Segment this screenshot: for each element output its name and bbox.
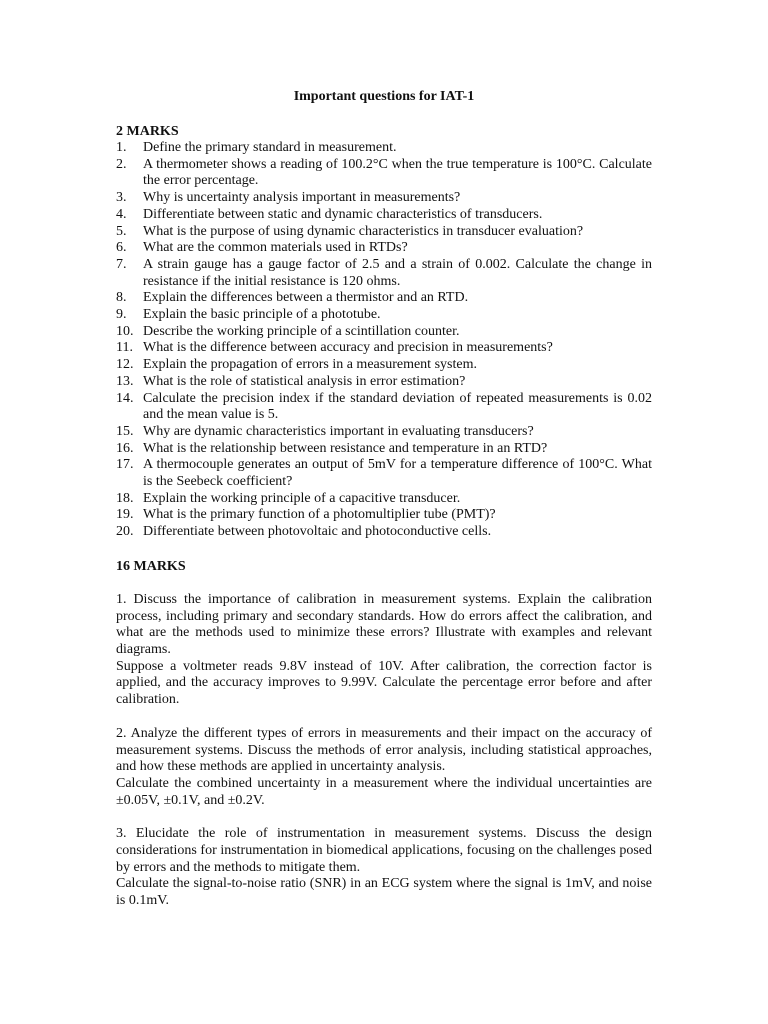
question-text: Explain the working principle of a capacitive transducer. [143,490,461,506]
question-text: Why is uncertainty analysis important in measurements? [143,190,461,206]
question-number: 19. [116,507,134,523]
two-marks-question [116,457,652,490]
question-text: Explain the differences between a thermistor and an RTD. [143,290,469,306]
question-number: 2. [116,156,127,172]
two-marks-question [116,424,652,441]
sixteen-marks-question [116,726,652,810]
question-text: A strain gauge has a gauge factor of 2.5 and a strain of 0.002. Calculate the change in resistance if the initial resistance is 120 ohms. [143,256,652,289]
two-marks-question [116,290,652,307]
numerical-problem-paragraph: Calculate the signal-to-noise ratio (SNR) in an ECG system where the signal is 1mV, and noise is 0.1mV. [116,876,652,909]
question-text: Explain the basic principle of a phototube. [143,307,381,323]
question-text: A thermocouple generates an output of 5mV for a temperature difference of 100°C. What is the Seebeck coefficient? [143,457,652,490]
section-heading-2-marks: 2 MARKS [116,124,179,139]
question-spacer [116,709,652,726]
two-marks-question [116,507,652,524]
question-text: Differentiate between static and dynamic characteristics of transducers. [143,206,543,222]
question-number: 3. [116,190,127,206]
two-marks-question-list [116,140,652,541]
two-marks-question [116,140,652,157]
question-text: A thermometer shows a reading of 100.2°C when the true temperature is 100°C. Calculate the error percentage. [143,156,652,189]
question-text: What is the relationship between resistance and temperature in an RTD? [143,440,548,456]
numerical-problem-paragraph: Suppose a voltmeter reads 9.8V instead of 10V. After calibration, the correction factor is applied, and the accuracy improves to 9.99V. Calculate the percentage error before and after calibration. [116,658,652,708]
question-number: 16. [116,440,134,456]
question-number: 10. [116,323,134,339]
two-marks-question [116,240,652,257]
question-number: 11. [116,340,133,356]
question-number: 12. [116,357,134,373]
question-text: What is the role of statistical analysis in error estimation? [143,373,466,389]
two-marks-question [116,190,652,207]
sixteen-marks-question [116,826,652,910]
question-paragraph: 1. Discuss the importance of calibration in measurement systems. Explain the calibration process, including primary and secondary standards. How do errors affect the calibration, and what are the methods used to minimize these errors? Illustrate with examples and relevant diagrams. [116,591,652,657]
sixteen-marks-question-list [116,592,652,910]
two-marks-question [116,441,652,458]
question-text: Explain the propagation of errors in a measurement system. [143,357,477,373]
question-text: Why are dynamic characteristics important in evaluating transducers? [143,423,534,439]
numerical-problem-paragraph: Calculate the combined uncertainty in a measurement where the individual uncertainties are ±0.05V, ±0.1V, and ±0.2V. [116,775,652,808]
two-marks-question [116,224,652,241]
two-marks-question [116,157,652,190]
document-page [116,88,652,910]
question-number: 18. [116,490,134,506]
question-number: 17. [116,457,134,473]
two-marks-question [116,491,652,508]
two-marks-question [116,524,652,541]
question-text: Define the primary standard in measurement. [143,140,397,155]
question-number: 9. [116,307,127,323]
question-number: 6. [116,240,127,256]
question-text: Calculate the precision index if the standard deviation of repeated measurements is 0.02 and the mean value is 5. [143,390,652,423]
question-number: 1. [116,140,127,155]
two-marks-question [116,257,652,290]
two-marks-question [116,307,652,324]
question-number: 15. [116,423,134,439]
question-paragraph: 3. Elucidate the role of instrumentation in measurement systems. Discuss the design considerations for instrumentation in biomedical applications, focusing on the challenges posed by errors and the methods to mitigate them. [116,826,652,875]
sixteen-marks-question [116,592,652,709]
question-number: 8. [116,290,127,306]
two-marks-question [116,391,652,424]
question-text: What is the difference between accuracy and precision in measurements? [143,340,553,356]
document-title: Important questions for IAT-1 [293,89,475,104]
question-spacer [116,809,652,826]
question-text: Differentiate between photovoltaic and photoconductive cells. [143,524,492,540]
question-text: What is the purpose of using dynamic characteristics in transducer evaluation? [143,223,584,239]
two-marks-question [116,340,652,357]
question-text: Describe the working principle of a scintillation counter. [143,323,460,339]
question-number: 5. [116,223,127,239]
two-marks-question [116,374,652,391]
two-marks-question [116,324,652,341]
question-number: 7. [116,256,127,272]
question-paragraph: 2. Analyze the different types of errors in measurements and their impact on the accuracy of measurement systems. Discuss the methods of error analysis, including statistical approaches, and how these methods are applied in uncertainty analysis. [116,725,652,775]
two-marks-question [116,207,652,224]
question-text: What is the primary function of a photomultiplier tube (PMT)? [143,507,496,523]
section-heading-16-marks: 16 MARKS [116,558,186,574]
two-marks-question [116,357,652,374]
question-text: What are the common materials used in RTDs? [143,240,408,256]
question-number: 20. [116,524,134,540]
question-number: 14. [116,390,134,406]
question-number: 4. [116,206,127,222]
question-number: 13. [116,373,134,389]
